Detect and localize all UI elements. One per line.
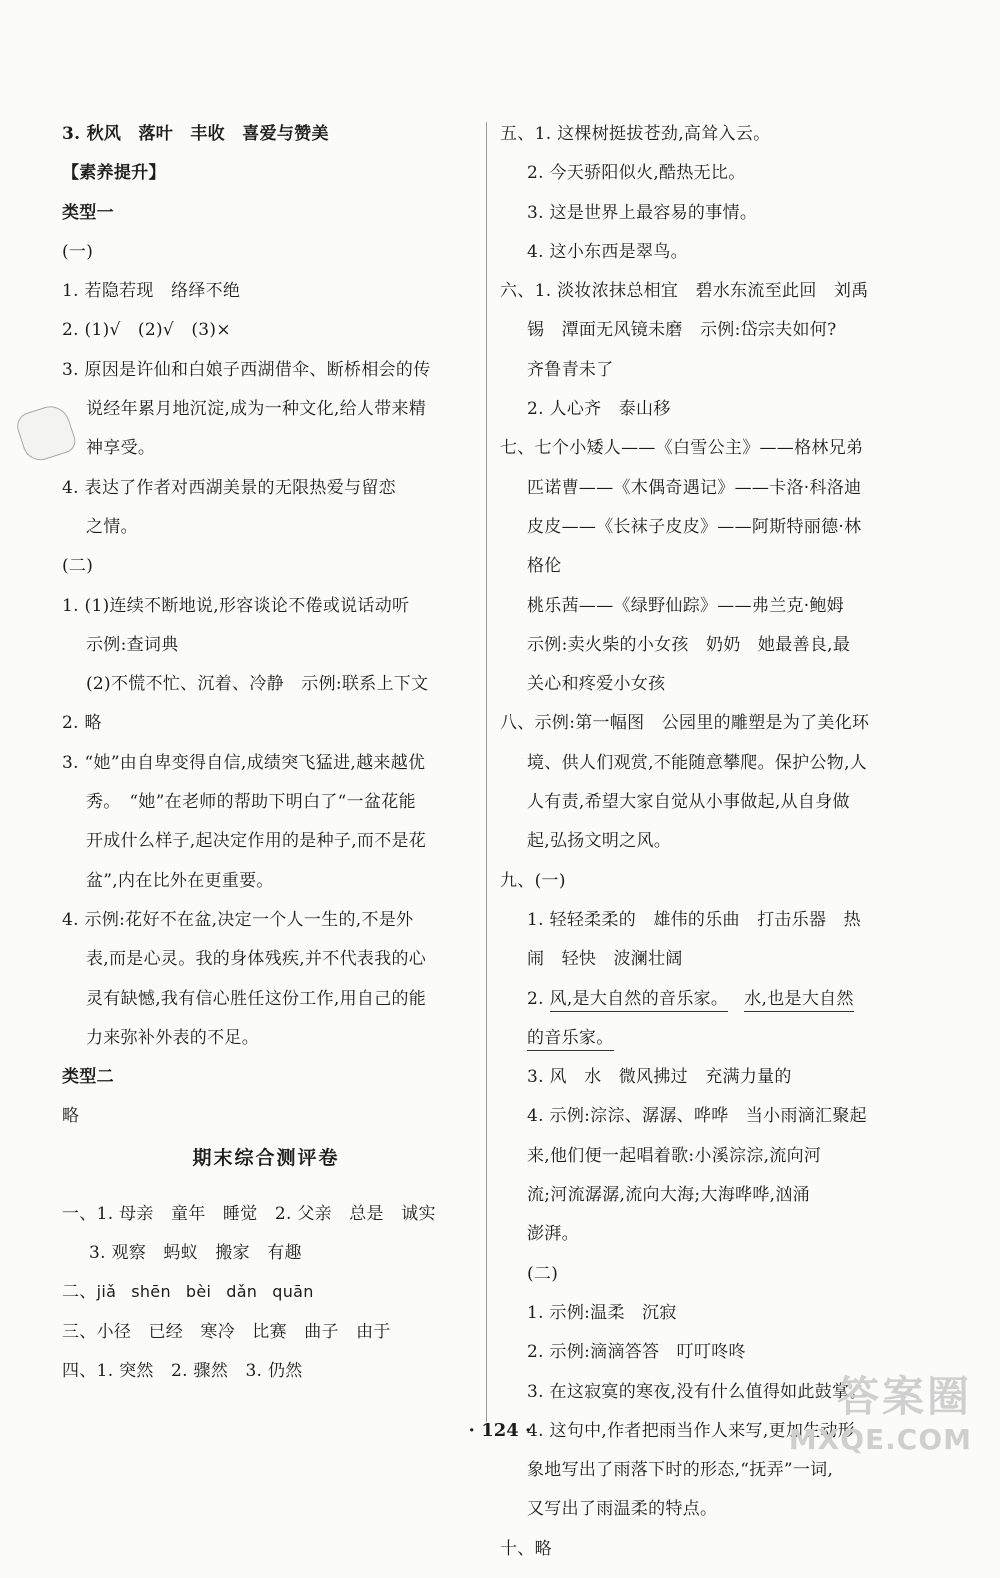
watermark-text: 答案圈 bbox=[836, 1372, 972, 1421]
answer-line: 桃乐茜——《绿野仙踪》——弗兰克·鲍姆 bbox=[527, 595, 845, 616]
pinyin-word: jiǎ bbox=[96, 1282, 117, 1302]
exam-answer-line: 一、1. 母亲 童年 睡觉 2. 父亲 总是 诚实 bbox=[62, 1203, 436, 1224]
answer-line: 略 bbox=[62, 1106, 80, 1127]
answer-line: 皮皮——《长袜子皮皮》——阿斯特丽德·林 bbox=[527, 516, 862, 537]
answer-line: 3. “她”由自卑变得自信,成绩突飞猛进,越来越优 bbox=[62, 752, 426, 773]
answer-line: 2. 今天骄阳似火,酷热无比。 bbox=[527, 163, 746, 184]
answer-line: 示例:卖火柴的小女孩 奶奶 她最善良,最 bbox=[527, 634, 851, 655]
answer-line: 象地写出了雨落下时的形态,“抚弄”一词, bbox=[527, 1460, 834, 1481]
answer-line: 境、供人们观赏,不能随意攀爬。保护公物,人 bbox=[527, 752, 868, 773]
underlined-answer-line-2 bbox=[500, 1028, 920, 1048]
answer-line: 示例:查词典 bbox=[86, 634, 179, 655]
answer-line: 盆”,内在比外在更重要。 bbox=[86, 870, 274, 891]
column-divider bbox=[486, 122, 487, 1422]
answer-line: 秀。 “她”在老师的帮助下明白了“一盆花能 bbox=[86, 792, 416, 813]
answer-line: 1. (1)连续不断地说,形容谈论不倦或说话动听 bbox=[62, 595, 410, 616]
answer-line: 4. 这句中,作者把雨当作人来写,更加生动形 bbox=[527, 1420, 856, 1441]
underlined-sentence-a: 风,是大自然的音乐家。 bbox=[550, 989, 729, 1012]
answer-line: 4. 示例:淙淙、潺潺、哗哗 当小雨滴汇聚起 bbox=[527, 1106, 867, 1127]
pinyin-list bbox=[97, 1282, 329, 1301]
answer-line: 五、1. 这棵树挺拔苍劲,高耸入云。 bbox=[500, 124, 771, 144]
right-column bbox=[500, 124, 920, 1578]
exam-answer-line: 四、1. 突然 2. 骤然 3. 仍然 bbox=[62, 1360, 303, 1381]
answer-line: 1. 若隐若现 络绎不绝 bbox=[62, 281, 241, 302]
answer-line: 表,而是心灵。我的身体残疾,并不代表我的心 bbox=[86, 949, 427, 970]
answer-line: 六、1. 淡妆浓抹总相宜 碧水东流至此回 刘禹 bbox=[500, 281, 869, 302]
answer-line: 关心和疼爱小女孩 bbox=[527, 674, 666, 695]
answer-line: 人有责,希望大家自觉从小事做起,从自身做 bbox=[527, 792, 850, 813]
answer-line: 2. (1)√ (2)√ (3)× bbox=[62, 320, 231, 341]
answer-line: (二) bbox=[62, 556, 94, 577]
answer-line: (二) bbox=[527, 1263, 559, 1284]
answer-line: 八、示例:第一幅图 公园里的雕塑是为了美化环 bbox=[500, 713, 870, 734]
answer-line: 匹诺曹——《木偶奇遇记》——卡洛·科洛迪 bbox=[527, 477, 862, 498]
answer-line: 闹 轻快 波澜壮阔 bbox=[527, 949, 683, 970]
right-answer-lines bbox=[500, 124, 920, 969]
exam-title: 期末综合测评卷 bbox=[192, 1146, 340, 1169]
answer-line: 开成什么样子,起决定作用的是种子,而不是花 bbox=[86, 831, 427, 852]
left-column bbox=[62, 124, 470, 1400]
answer-line: 十、略 bbox=[500, 1538, 552, 1559]
answer-line: 2. 略 bbox=[62, 713, 102, 734]
answer-line: (2)不慌不忙、沉着、冷静 示例:联系上下文 bbox=[86, 674, 429, 695]
pinyin-word: shēn bbox=[131, 1282, 171, 1302]
answer-line: 澎湃。 bbox=[527, 1224, 579, 1245]
pinyin-word: bèi bbox=[185, 1282, 212, 1302]
answer-line: 3. 在这寂寞的寒夜,没有什么值得如此鼓掌。 bbox=[527, 1381, 867, 1402]
left-answer-lines bbox=[62, 124, 470, 1126]
answer-line: 九、(一) bbox=[500, 870, 566, 891]
underlined-sentence-c: 的音乐家。 bbox=[527, 1028, 614, 1051]
answer-line: 1. 示例:温柔 沉寂 bbox=[527, 1302, 677, 1323]
answer-line: 来,他们便一起唱着歌:小溪淙淙,流向河 bbox=[527, 1145, 822, 1166]
exam-answer-line: 三、小径 已经 寒冷 比赛 曲子 由于 bbox=[62, 1321, 391, 1342]
answer-line: 类型一 bbox=[62, 202, 114, 223]
answer-line: 之情。 bbox=[86, 516, 138, 537]
answer-line: 流;河流潺潺,流向大海;大海哗哗,汹涌 bbox=[527, 1185, 810, 1206]
answer-line: 灵有缺憾,我有信心胜任这份工作,用自己的能 bbox=[86, 988, 427, 1009]
answer-line: 4. 表达了作者对西湖美景的无限热爱与留恋 bbox=[62, 477, 396, 498]
answer-line: 3. 这是世界上最容易的事情。 bbox=[527, 202, 758, 223]
answer-line: (一) bbox=[62, 241, 94, 262]
exam-answer-lines bbox=[62, 1204, 470, 1263]
answer-line: 力来弥补外表的不足。 bbox=[86, 1027, 259, 1048]
answer-line: 4. 示例:花好不在盆,决定一个人一生的,不是外 bbox=[62, 909, 414, 930]
answer-line: 2. 人心齐 泰山移 bbox=[527, 399, 671, 420]
answer-line: 1. 轻轻柔柔的 雄伟的乐曲 打击乐器 热 bbox=[527, 909, 861, 930]
page-number: · 124 · bbox=[468, 1420, 532, 1441]
exam-answer-lines-2 bbox=[62, 1322, 470, 1381]
pinyin-line bbox=[62, 1282, 470, 1302]
answer-line: 2. 示例:滴滴答答 叮叮咚咚 bbox=[527, 1342, 746, 1363]
pinyin-word: dǎn bbox=[226, 1282, 258, 1302]
answer-line: 4. 这小东西是翠鸟。 bbox=[527, 241, 688, 262]
watermark-url: MXQE.COM bbox=[788, 1423, 972, 1456]
underlined-answer-line-1: 2. 风,是大自然的音乐家。 水,也是大自然 bbox=[500, 989, 920, 1009]
answer-line: 锡 潭面无风镜未磨 示例:岱宗夫如何? bbox=[527, 320, 837, 341]
answer-line: 齐鲁青未了 bbox=[527, 359, 614, 380]
pinyin-word: quān bbox=[272, 1282, 314, 1302]
underlined-sentence-b: 水,也是大自然 bbox=[744, 989, 854, 1012]
pinyin-label: 二、 bbox=[62, 1282, 97, 1303]
exam-answer-line: 3. 观察 蚂蚁 搬家 有趣 bbox=[89, 1243, 302, 1264]
answer-line: 3. 秋风 落叶 丰收 喜爱与赞美 bbox=[62, 124, 329, 144]
answer-line: 又写出了雨温柔的特点。 bbox=[527, 1499, 718, 1520]
answer-line: 七、七个小矮人——《白雪公主》——格林兄弟 bbox=[500, 438, 864, 459]
watermark-logo bbox=[732, 1372, 972, 1464]
answer-line: 起,弘扬文明之风。 bbox=[527, 831, 672, 852]
answer-line: 3. 风 水 微风拂过 充满力量的 bbox=[527, 1067, 792, 1088]
answer-line: 格伦 bbox=[527, 556, 562, 577]
answer-line: 类型二 bbox=[62, 1067, 114, 1088]
right-answer-lines-2 bbox=[500, 1067, 920, 1559]
answer-line: 神享受。 bbox=[86, 438, 156, 459]
answer-line: 说经年累月地沉淀,成为一种文化,给人带来精 bbox=[86, 399, 427, 420]
answer-line: 3. 原因是许仙和白娘子西湖借伞、断桥相会的传 bbox=[62, 359, 431, 380]
answer-line: 【素养提升】 bbox=[62, 163, 166, 184]
